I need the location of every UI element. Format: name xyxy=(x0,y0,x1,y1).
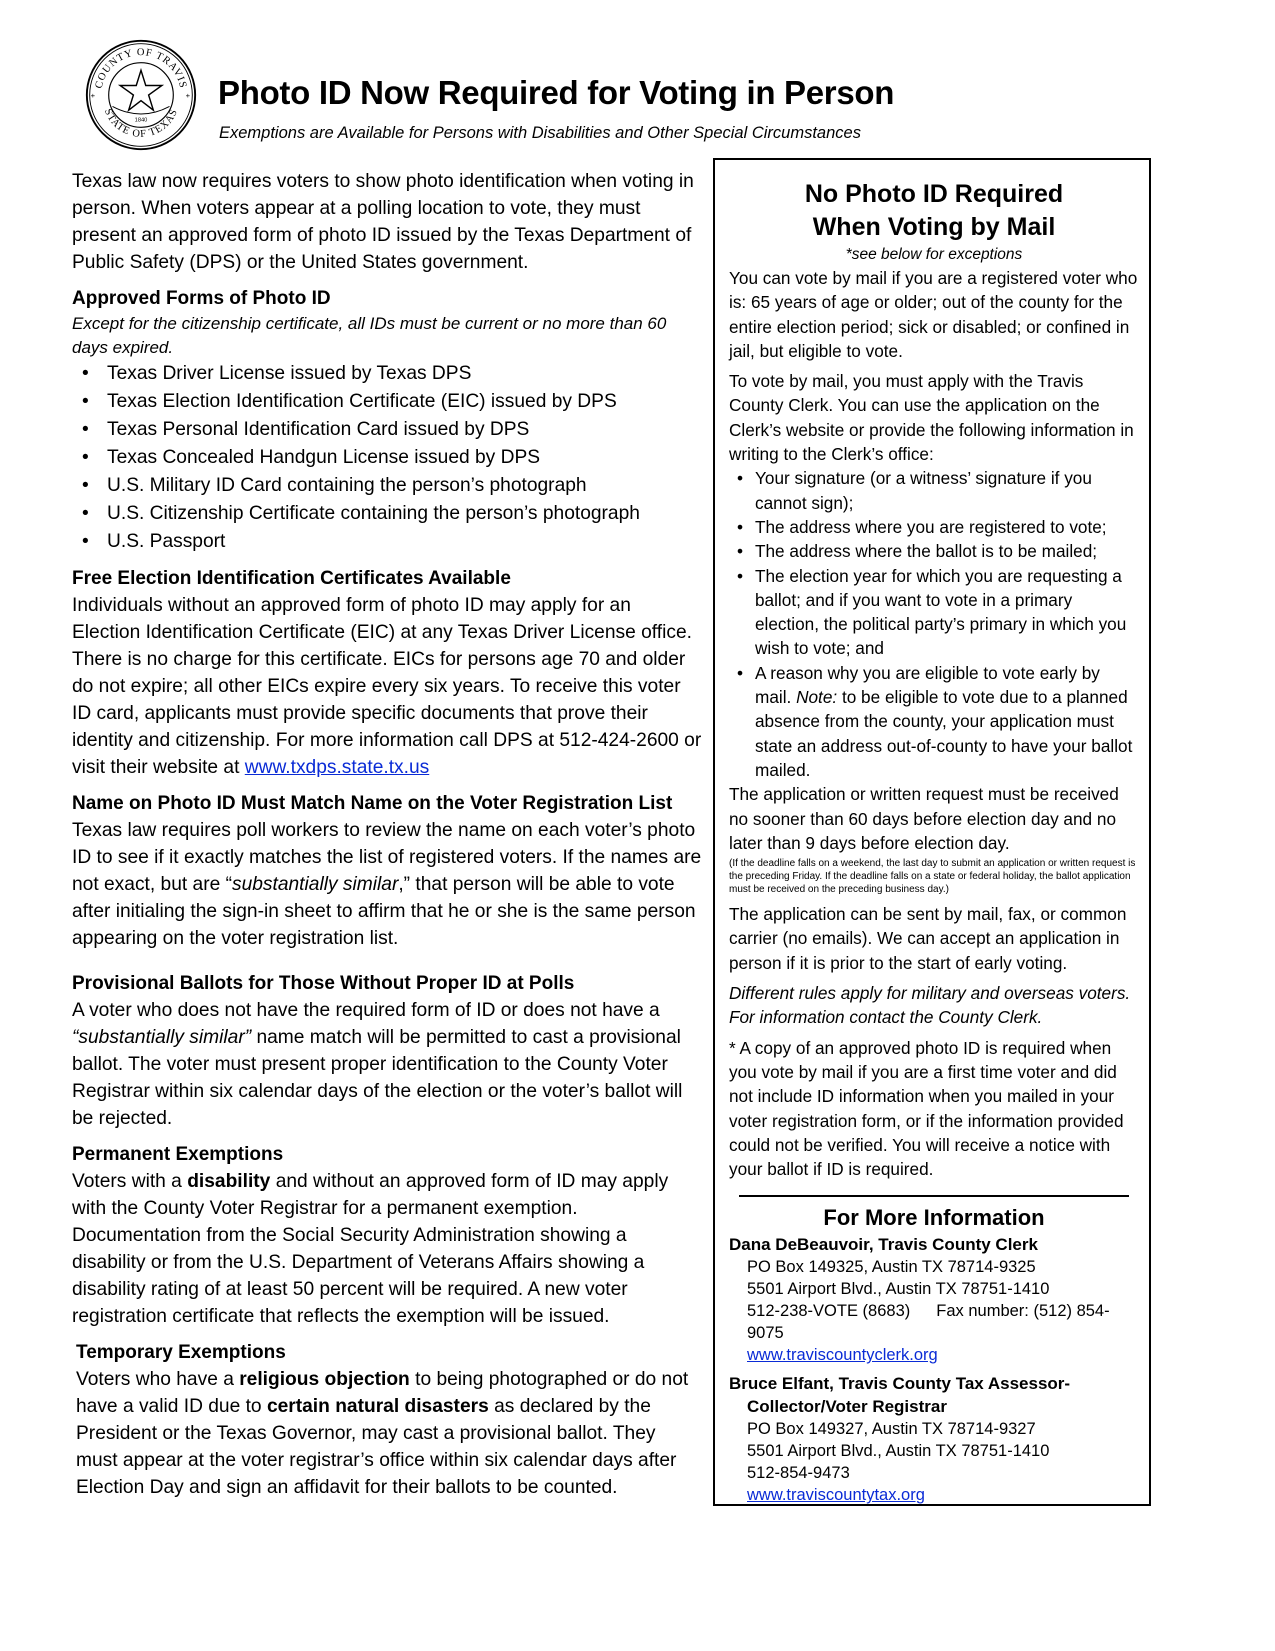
temporary-bold-1: religious objection xyxy=(239,1369,410,1390)
contact-name: Dana DeBeauvoir, Travis County Clerk xyxy=(729,1235,1038,1255)
travis-county-seal-logo xyxy=(84,38,198,152)
svg-text:STATE OF TEXAS xyxy=(102,107,180,140)
page-subtitle: Exemptions are Available for Persons with Disabilities and Other Special Circumstances xyxy=(219,124,861,142)
box-title-line-1: No Photo ID Required xyxy=(804,180,1064,208)
contact-po-box: PO Box 149327, Austin TX 78714-9327 xyxy=(747,1420,1036,1439)
permanent-exemptions-paragraph xyxy=(72,1168,702,1330)
apply-paragraph: To vote by mail, you must apply with the Travis County Clerk. You can use the application on the Clerk’s website or provide the following information in writing to the Clerk’s office: xyxy=(729,371,1134,465)
divider xyxy=(739,1195,1129,1197)
eic-heading: Free Election Identification Certificates Available xyxy=(72,568,511,589)
reason-text: A reason why you are eligible to vote early by mail. xyxy=(755,662,1100,708)
list-item: • The address where you are registered to vote; xyxy=(755,515,1139,539)
list-item: • The election year for which you are requesting a ballot; and if you want to vote in a primary election, the political party’s primary in which you wish to vote; and xyxy=(755,564,1139,661)
permanent-exemptions-heading: Permanent Exemptions xyxy=(72,1144,284,1165)
application-requirements-list xyxy=(729,466,1139,782)
photo-id-exception-paragraph: * A copy of an approved photo ID is required when you vote by mail if you are a first time voter and did not include ID information when you mailed in your voter registration form, or if the information provided could not be verified. You will receive a notice with your ballot if ID is required. xyxy=(729,1037,1124,1180)
seal-top-text: COUNTY OF TRAVIS xyxy=(93,47,189,90)
intro-paragraph: Texas law now requires voters to show photo identification when voting in person. When voters appear at a polling location to vote, they must present an approved form of photo ID issued by the Texas Department of Public Safety (DPS) or the United States government. xyxy=(72,171,694,273)
page-title: Photo ID Now Required for Voting in Person xyxy=(218,74,895,111)
contact-fax: Fax number: (512) 854-9075 xyxy=(747,1302,1110,1343)
contact-phone: 512-238-VOTE (8683) xyxy=(747,1302,911,1321)
contact-po-box: PO Box 149325, Austin TX 78714-9325 xyxy=(747,1258,1036,1277)
permanent-text: Voters with a xyxy=(72,1171,188,1192)
contact-name-cont: Collector/Voter Registrar xyxy=(747,1397,947,1417)
list-item: • Texas Concealed Handgun License issued by DPS xyxy=(107,444,702,472)
send-paragraph: The application can be sent by mail, fax, or common carrier (no emails). We can accept an application in person if it is prior to the start of early voting. xyxy=(729,904,1127,973)
temporary-exemptions-heading: Temporary Exemptions xyxy=(76,1342,286,1363)
name-match-paragraph xyxy=(72,817,702,952)
permanent-bold: disability xyxy=(187,1171,271,1192)
contact-tax-assessor xyxy=(729,1372,1139,1506)
contact-website-row xyxy=(729,1484,1139,1506)
temporary-text: Voters who have a xyxy=(76,1369,240,1390)
star-icon xyxy=(120,70,162,110)
main-column xyxy=(72,168,702,1501)
eic-paragraph xyxy=(72,592,702,781)
contact-website-row xyxy=(729,1344,1139,1366)
contact-county-clerk xyxy=(729,1233,1139,1366)
name-match-text: Texas law requires poll workers to review the name on each voter’s photo ID to see if it exactly matches the list of registered voters. If the names are not exact, but are “ xyxy=(72,820,702,895)
reason-text-2: to be eligible to vote due to a planned absence from the county, your application must state an address out-of-county to have your ballot mailed. xyxy=(755,687,1133,780)
tax-office-website-link[interactable]: www.traviscountytax.org xyxy=(747,1486,925,1505)
list-item: • Texas Election Identification Certificate (EIC) issued by DPS xyxy=(107,388,702,416)
provisional-text-2: name match will be permitted to cast a provisional ballot. The voter must present proper identification to the County Voter Registrar within six calendar days of the election or the voter’s ballot will be rejected. xyxy=(72,1027,683,1129)
more-info-heading: For More Information xyxy=(823,1205,1045,1231)
name-match-heading: Name on Photo ID Must Match Name on the Voter Registration List xyxy=(72,793,673,814)
eic-body: Individuals without an approved form of photo ID may apply for an Election Identification Certificate (EIC) at any Texas Driver License office. There is no charge for this certificate. EICs for persons age 70 and older do not expire; all other EICs expire every six years. To receive this voter ID card, applicants must provide specific documents that prove their identity and citizenship. For more information call DPS at 512-424-2600 or visit their website at xyxy=(72,595,702,778)
seal-bottom-text: STATE OF TEXAS xyxy=(101,107,181,141)
list-item: • Texas Personal Identification Card issued by DPS xyxy=(107,416,702,444)
box-title-line-2: When Voting by Mail xyxy=(812,213,1056,241)
svg-text:+: + xyxy=(185,90,191,100)
contact-name: Bruce Elfant, Travis County Tax Assessor- xyxy=(729,1374,1071,1394)
deadline-note: (If the deadline falls on a weekend, the last day to submit an application or written request is the preceding Friday. If the deadline falls on a state or federal holiday, the ballot application must be received on the preceding business day.) xyxy=(729,858,1136,896)
provisional-heading: Provisional Ballots for Those Without Proper ID at Polls xyxy=(72,973,575,994)
contact-phone: 512-854-9473 xyxy=(747,1464,850,1483)
military-note: Different rules apply for military and overseas voters. For information contact the County Clerk. xyxy=(729,983,1131,1028)
contact-address: 5501 Airport Blvd., Austin TX 78751-1410 xyxy=(747,1280,1050,1299)
list-item: • Your signature (or a witness’ signature if you cannot sign); xyxy=(755,466,1139,515)
eligibility-paragraph: You can vote by mail if you are a registered voter who is: 65 years of age or older; out of the county for the entire election period; sick or disabled; or confined in jail, but eligible to vote. xyxy=(729,268,1138,361)
list-item: • Texas Driver License issued by Texas DPS xyxy=(107,360,702,388)
list-item xyxy=(755,661,1139,782)
reason-note-label: Note: xyxy=(796,687,838,708)
seal-year: 1840 xyxy=(134,117,148,124)
box-subtitle: *see below for exceptions xyxy=(845,246,1023,263)
approved-ids-heading: Approved Forms of Photo ID xyxy=(72,288,331,309)
temporary-exemptions-paragraph xyxy=(76,1366,702,1501)
svg-text:+: + xyxy=(90,90,96,100)
name-match-text-2: ,” that person will be able to vote after initialing the sign-in sheet to affirm that he or she is the same person appearing on the voter registration list. xyxy=(72,874,696,949)
temporary-text-2: to being photographed or do not have a valid ID due to xyxy=(76,1369,689,1417)
contact-address: 5501 Airport Blvd., Austin TX 78751-1410 xyxy=(747,1442,1050,1461)
provisional-text: A voter who does not have the required form of ID or does not have a xyxy=(72,1000,660,1021)
permanent-text-2: and without an approved form of ID may apply with the County Voter Registrar for a permanent exemption. Documentation from the Social Security Administration showing a disability or from the U.S. Department of Veterans Affairs showing a disability rating of at least 50 percent will be required. A new voter registration certificate that reflects the exemption will be issued. xyxy=(72,1171,669,1327)
deadline-paragraph: The application or written request must be received no sooner than 60 days before election day and no later than 9 days before election day. xyxy=(729,784,1119,853)
provisional-emphasis: “substantially similar” xyxy=(72,1027,252,1048)
txdps-website-link[interactable]: www.txdps.state.tx.us xyxy=(244,757,430,778)
name-match-emphasis: substantially similar xyxy=(231,874,399,895)
contact-phone-fax xyxy=(729,1300,1139,1344)
list-item: • The address where the ballot is to be mailed; xyxy=(755,539,1139,563)
vote-by-mail-box xyxy=(713,158,1151,1506)
provisional-paragraph xyxy=(72,997,702,1132)
county-clerk-website-link[interactable]: www.traviscountyclerk.org xyxy=(747,1346,938,1365)
approved-ids-list xyxy=(72,360,702,556)
list-item: • U.S. Military ID Card containing the person’s photograph xyxy=(107,472,702,500)
temporary-bold-2: certain natural disasters xyxy=(266,1396,489,1417)
temporary-text-3: as declared by the President or the Texas Governor, may cast a provisional ballot. They must appear at the voter registrar’s office within six calendar days after Election Day and sign an affidavit for their ballots to be counted. xyxy=(76,1396,677,1498)
approved-ids-note: Except for the citizenship certificate, all IDs must be current or no more than 60 days expired. xyxy=(72,314,667,357)
list-item: • U.S. Citizenship Certificate containing the person’s photograph xyxy=(107,500,702,528)
list-item: • U.S. Passport xyxy=(107,528,702,556)
